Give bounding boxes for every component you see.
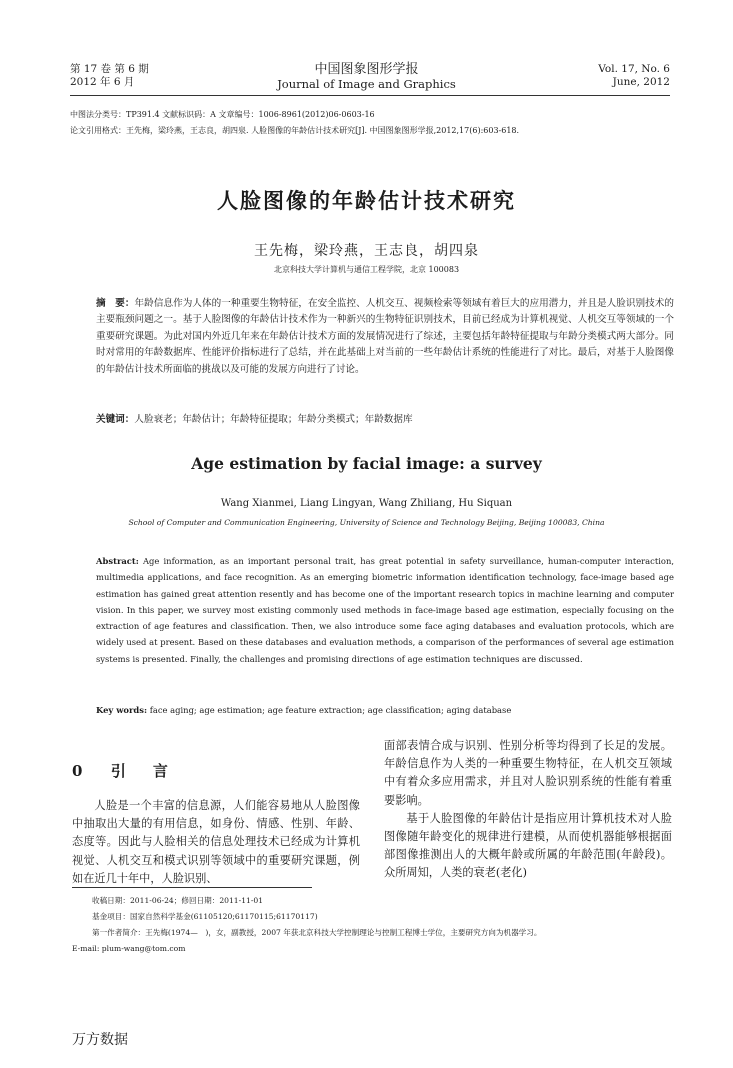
journal-name-zh: 中国图象图形学报 — [314, 62, 419, 77]
body-paragraph: 基于人脸图像的年龄估计是指应用计算机技术对人脸图像随年龄变化的规律进行建模，从而使机器能够根据面部图像推测出人的大概年龄或所属的年龄范围(年龄段)。众所周知，人类的衰老(老化) — [384, 811, 672, 880]
footnote-email: E-mail: plum-wang@tom.com — [72, 944, 186, 953]
section-heading — [72, 760, 174, 781]
abstract-zh-label: 摘 要： — [96, 298, 135, 309]
keywords-zh-text: 人脸衰老；年龄估计；年龄特征提取；年龄分类模式；年龄数据库 — [134, 414, 413, 425]
footnote-author: 第一作者简介：王先梅(1974— )，女，副教授，2007 年获北京科技大学控制理论与控制工程博士学位，主要研究方向为机器学习。 — [92, 928, 542, 937]
footnote-dates: 收稿日期：2011-06-24；修回日期：2011-11-01 — [92, 896, 264, 905]
body-paragraph: 面部表情合成与识别、性别分析等均得到了长足的发展。年龄信息作为人类的一种重要生物特征，在人机交互领域中有着众多应用需求，并且对人脸识别系统的性能有着重要影响。 — [384, 739, 672, 807]
title-en: Age estimation by facial image: a survey — [191, 454, 542, 473]
citation-line: 论文引用格式：王先梅，梁玲燕，王志良，胡四泉. 人脸图像的年龄估计技术研究[J]. 中国图象图形学报,2012,17(6):603-618. — [70, 126, 520, 135]
keywords-zh-label: 关键词： — [96, 414, 135, 425]
keywords-zh — [96, 412, 674, 428]
title-zh: 人脸图像的年龄估计技术研究 — [217, 188, 516, 213]
header-month-year: June, 2012 — [612, 76, 670, 88]
authors-en: Wang Xianmei, Liang Lingyan, Wang Zhiliang, Hu Siquan — [220, 498, 513, 509]
keywords-en — [96, 702, 674, 718]
body-right-column — [384, 737, 672, 883]
authors-zh: 王先梅，梁玲燕，王志良，胡四泉 — [254, 243, 479, 259]
header-issue — [70, 63, 149, 89]
body-paragraph: 人脸是一个丰富的信息源，人们能容易地从人脸图像中抽取出大量的有用信息，如身份、情感、性别、年龄、态度等。因此与人脸相关的信息处理技术已经成为计算机视觉、人机交互和模式识别等领域中的重要研究课题，例如在近几十年中，人脸识别、 — [72, 799, 360, 885]
keywords-en-text: face aging; age estimation; age feature extraction; age classification; aging database — [147, 705, 512, 715]
abstract-en-text: Age information, as an important personal trait, has great potential in safety surveillance, human-computer interaction, multimedia applications, and face recognition. As an emerging biometric information identification technology, face-image based age estimation has gained great attention resently and has become one of the important research topics in machine learning and computer vision. In this paper, we survey most existing commonly used methods in face-image based age estimation, especially focusing on the extraction of age features and classification. Then, we also introduce some face aging databases and evaluation protocols, which are widely used at present. Based on these databases and evaluation methods, a comparison of the performances of several age estimation systems is presented. Finally, the challenges and promising directions of age estimation techniques are discussed. — [96, 556, 674, 664]
classification-line: 中图法分类号：TP391.4 文献标识码：A 文章编号：1006-8961(2012)06-0603-16 — [70, 110, 375, 119]
footnote-fund: 基金项目：国家自然科学基金(61105120;61170115;61170117) — [92, 912, 318, 921]
journal-name-en: Journal of Image and Graphics — [277, 77, 456, 91]
header-volume-issue: 第 17 卷 第 6 期 — [70, 63, 149, 75]
body-left-column — [72, 797, 360, 888]
abstract-en-label: Abstract: — [96, 556, 139, 566]
footnote-rule — [72, 887, 312, 888]
section-title: 引 言 — [110, 762, 174, 780]
watermark-text: 万方数据 — [72, 1032, 128, 1048]
abstract-zh — [96, 296, 674, 378]
affiliation-en: School of Computer and Communication Engineering, University of Science and Technology Beijing, Beijing 100083, China — [128, 518, 605, 527]
header-rule — [70, 95, 670, 96]
section-number: 0 — [72, 762, 89, 780]
header-journal — [250, 58, 483, 91]
header-date: 2012 年 6 月 — [70, 76, 135, 88]
abstract-en — [96, 553, 674, 667]
affiliation-zh: 北京科技大学计算机与通信工程学院，北京 100083 — [273, 265, 460, 274]
abstract-zh-text: 年龄信息作为人体的一种重要生物特征，在安全监控、人机交互、视频检索等领域有着巨大的应用潜力，并且是人脸识别技术的主要瓶颈问题之一。基于人脸图像的年龄估计技术作为一种新兴的生物特征识别技术，目前已经成为计算机视觉、人机交互等领域的一个重要研究课题。为此对国内外近几年来在年龄估计技术方面的发展情况进行了综述，主要包括年龄特征提取与年龄分类模式两大部分。同时对常用的年龄数据库、性能评价指标进行了总结，并在此基础上对当前的一些年龄估计系统的性能进行了对比。最后，对基于人脸图像的年龄估计技术所面临的挑战以及可能的发展方向进行了讨论。 — [96, 298, 675, 375]
header-vol-no: Vol. 17, No. 6 — [598, 63, 670, 75]
header-volume-en — [560, 63, 670, 89]
keywords-en-label: Key words: — [96, 705, 148, 715]
